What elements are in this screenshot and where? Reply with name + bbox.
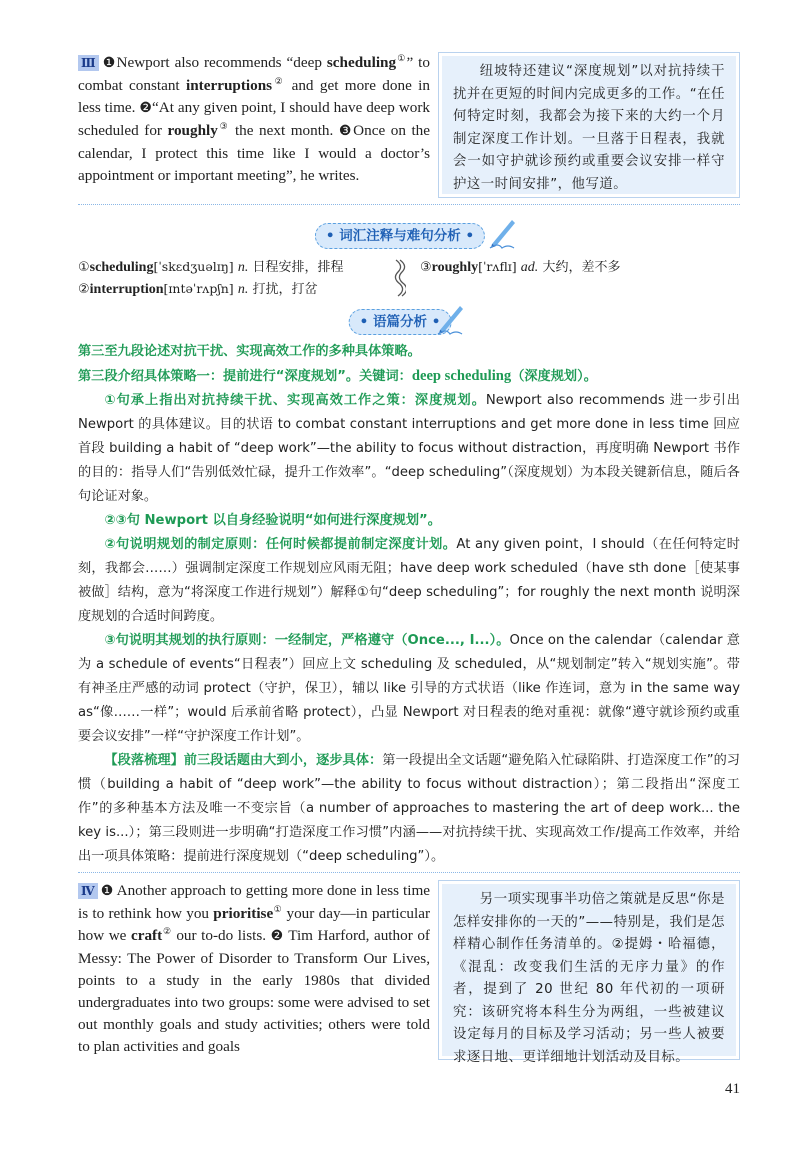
translation-box-3: 纽坡特还建议“深度规划”以对抗持续干扰并在更短的时间内完成更多的工作。“在任何特定时刻，我都会为接下来的大约一个月制定深度工作计划。一旦落于日程表，我就会一如守护就诊预约或重要会议安排一样守护这一时间安排”，他写道。 [438,52,740,198]
pen-icon [436,300,466,336]
vocab-item-roughly: ③roughly[ˈrʌflɪ] ad. 大约，差不多 [420,259,621,275]
paragraph-marker: Ⅳ [78,883,98,899]
section-title-analysis: • 语篇分析 • [349,309,452,335]
analysis-keyword-line: 第三段介绍具体策略一：提前进行“深度规划”。关键词：deep scheduling（深度规划）。 [78,368,597,384]
paragraph-summary: 【段落梳理】前三段话题由大到小，逐步具体：第一段提出全文话题“避免陷入忙碌陷阱、打造深度工作”的习惯（building a habit of “deep work”—the ability to focus without distraction）；第二段指出“深度工作”的多种基本方法及唯一不变宗旨（a number of approaches to mastering the art of deep work... the key is...）；第三段则进一步明确“打造深度工作习惯”内涵——对抗持续干扰、实现高效工作/提高工作效率，并给出一项具体策略：提前进行深度规划（“deep scheduling”）。 [78,753,740,864]
analysis-sentence-1: ①句承上指出对抗持续干扰、实现高效工作之策：深度规划。Newport also recommends 进一步引出 Newport 的具体建议。目的状语 to combat constant interruptions and get more done in less time 回应首段 building a habit of “deep work”—the ability to focus without distraction，再度明确 Newport 书作的目的：指导人们“告别低效忙碌，提升工作效率”。“deep scheduling”（深度规划）为本段关键新信息，随后各句论证对象。 [78,393,740,504]
paragraph-4: Ⅳ ❶ Another approach to getting more done in less time is to rethink how you prioritise① your day—in particular how we craft② our to-do lists. ❷ Tim Harford, author of Messy: The Power of Disorder to Transform Our Lives, points to a study in the early 1980s that divided undergraduates into two groups: some were advised to set out monthly goals and study activities; others were told to plan activities and goals [78,882,431,1055]
analysis-sentence-23: ②③句 Newport 以自身经验说明“如何进行深度规划”。 [104,513,441,528]
divider [78,872,740,873]
pen-icon [488,214,518,250]
translation-box-4: 另一项实现事半功倍之策就是反思“你是怎样安排你的一天的”——特别是，我们是怎样精心制作任务清单的。②提姆・哈福德，《混乱：改变我们生活的无序力量》的作者，提到了 20 世纪 80 年代初的一项研究：该研究将本科生分为两组，一些被建议设定每月的目标及学习活动；另一些人被要求逐日地、更详细地计划活动及目标。 [438,880,740,1060]
vocab-item-interruption: ②interruption[ɪntəˈrʌpʃn] n. 打扰，打岔 [78,281,318,297]
paragraph-marker: Ⅲ [78,55,99,71]
vocab-item-scheduling: ①scheduling[ˈskɛdʒuəlɪŋ] n. 日程安排，排程 [78,259,344,275]
analysis-sentence-2: ②句说明规划的制定原则：任何时候都提前制定深度计划。At any given point，I should（在任何特定时刻，我都会……）强调制定深度工作规划应风雨无阻；have deep work scheduled（have sth done［使某事被做］结构，意为“将深度工作进行规划”）解释①句“deep scheduling”；for roughly the next month 说明深度规划的合适时间跨度。 [78,537,740,624]
separator-icon [392,258,406,298]
section-title-vocab: • 词汇注释与难句分析 • [315,223,485,249]
analysis-heading: 第三至九段论述对抗干扰、实现高效工作的多种具体策略。 [78,344,421,359]
paragraph-3: Ⅲ ❶Newport also recommends “deep scheduling①” to combat constant interruptions② and get more done in less time. ❷“At any given point, I should have deep work scheduled for roughly③ the next month. ❸Once on the calendar, I protect this time like I would a doctor’s appointment or important meeting”, he writes. [78,52,430,184]
page-number: 41 [725,1081,740,1097]
divider [78,204,740,205]
analysis-body [78,340,740,869]
analysis-sentence-3: ③句说明其规划的执行原则：一经制定，严格遵守（Once..., I...）。Once on the calendar（calendar 意为 a schedule of events“日程表”）回应上文 scheduling 及 scheduled，从“规划制定”转入“规划实施”。带有神圣庄严感的动词 protect（守护，保卫），辅以 like 引导的方式状语（like 作连词，意为 in the same way as“像……一样”；would 后承前省略 protect），凸显 Newport 对日程表的绝对重视：就像“遵守就诊预约或重要会议安排”一样“守护深度工作计划”。 [78,633,740,744]
